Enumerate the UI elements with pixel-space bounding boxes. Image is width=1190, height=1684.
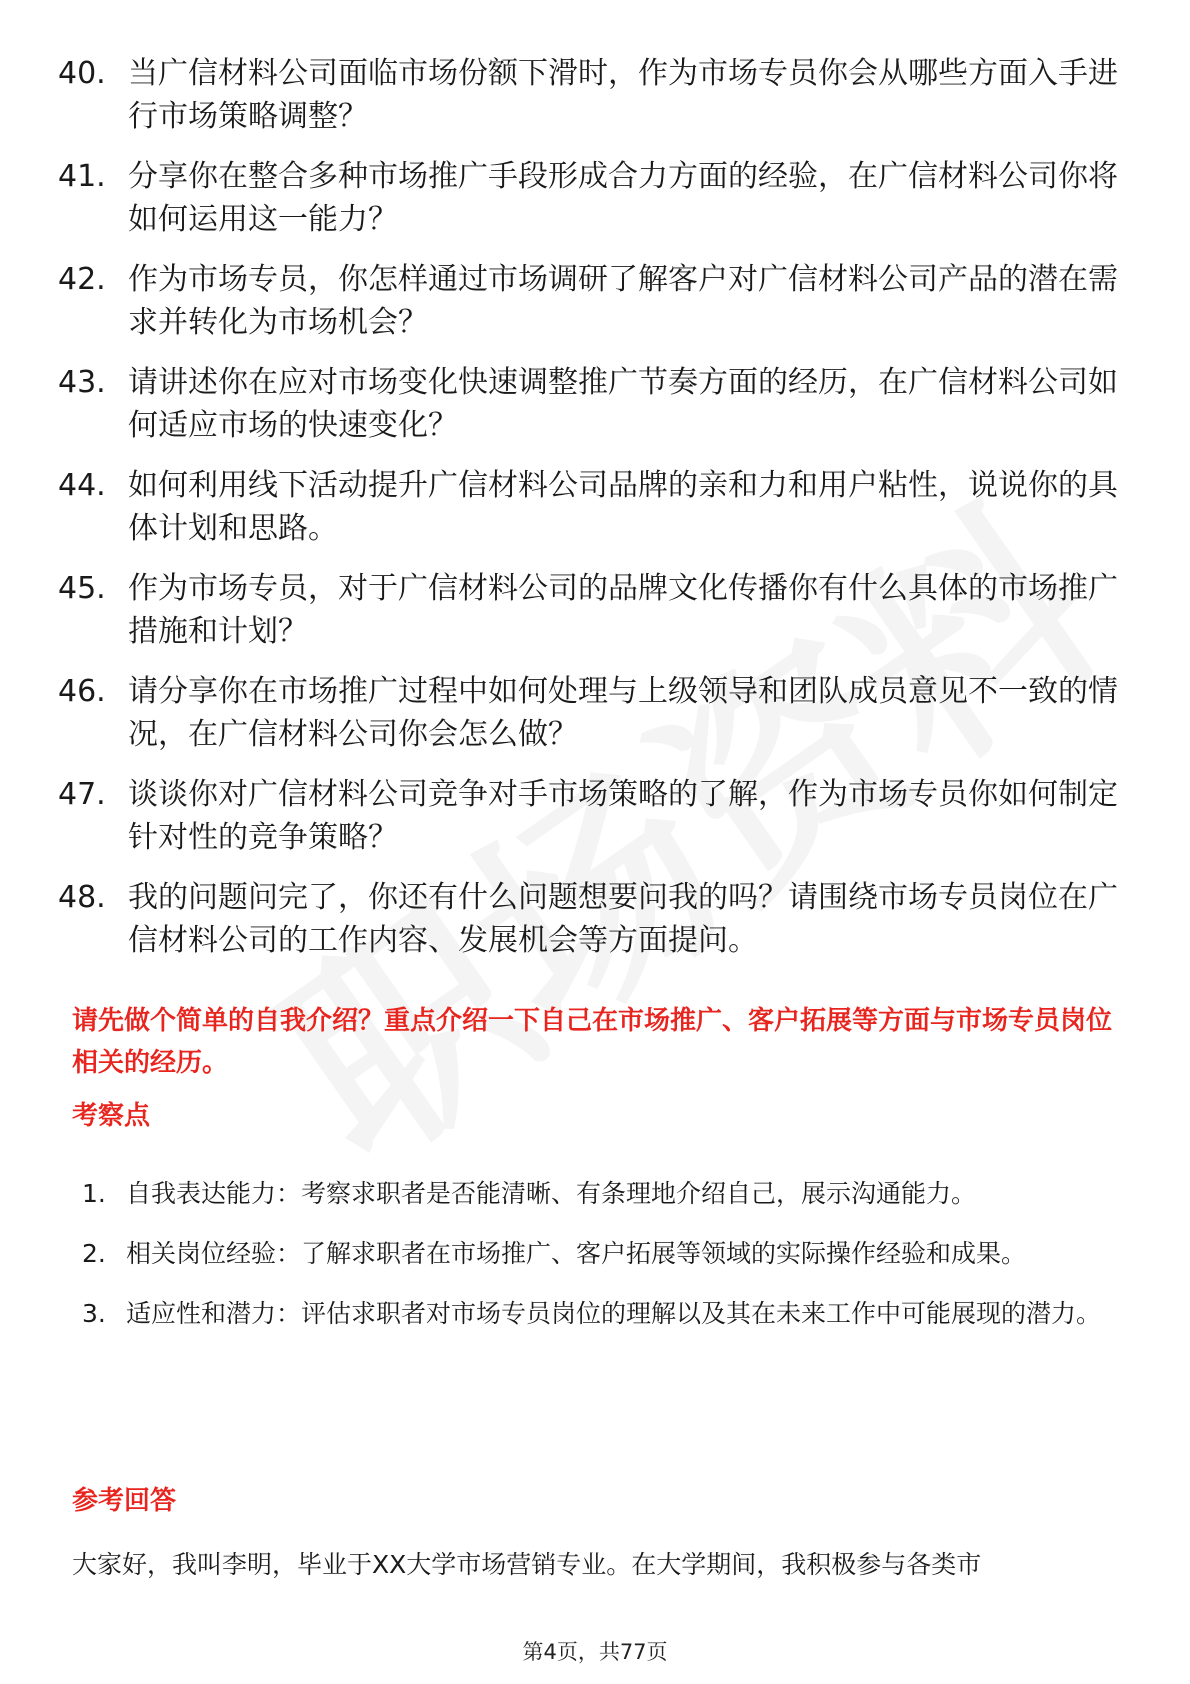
question-item xyxy=(58,773,1118,859)
question-number: 40. xyxy=(58,56,106,91)
question-item xyxy=(58,155,1118,241)
evaluation-point xyxy=(82,1285,1122,1343)
question-item xyxy=(58,876,1118,962)
question-item xyxy=(58,464,1118,550)
page-footer: 第4页，共77页 xyxy=(522,1640,668,1664)
question-text: 请分享你在市场推广过程中如何处理与上级领导和团队成员意见不一致的情况，在广信材料公司你会怎么做？ xyxy=(128,674,1118,752)
question-text: 谈谈你对广信材料公司竞争对手市场策略的了解，作为市场专员你如何制定针对性的竞争策略？ xyxy=(128,777,1118,855)
question-text: 作为市场专员，对于广信材料公司的品牌文化传播你有什么具体的市场推广措施和计划？ xyxy=(128,571,1118,649)
evaluation-point xyxy=(82,1225,1122,1283)
question-item xyxy=(58,258,1118,344)
point-text: 适应性和潜力：评估求职者对市场专员岗位的理解以及其在未来工作中可能展现的潜力。 xyxy=(126,1299,1102,1328)
question-number: 44. xyxy=(58,468,106,503)
question-text: 请讲述你在应对市场变化快速调整推广节奏方面的经历，在广信材料公司如何适应市场的快速变化？ xyxy=(128,365,1118,443)
highlight-question: 请先做个简单的自我介绍？重点介绍一下自己在市场推广、客户拓展等方面与市场专员岗位相关的经历。 xyxy=(72,1006,1113,1078)
question-number: 41. xyxy=(58,159,106,194)
question-number: 48. xyxy=(58,880,106,915)
point-number: 2. xyxy=(82,1239,106,1268)
point-text: 自我表达能力：考察求职者是否能清晰、有条理地介绍自己，展示沟通能力。 xyxy=(126,1179,977,1208)
question-text: 我的问题问完了，你还有什么问题想要问我的吗？请围绕市场专员岗位在广信材料公司的工作内容、发展机会等方面提问。 xyxy=(128,880,1118,958)
point-number: 3. xyxy=(82,1299,106,1328)
question-list xyxy=(58,52,1118,979)
evaluation-points-list xyxy=(82,1165,1122,1345)
point-text: 相关岗位经验：了解求职者在市场推广、客户拓展等领域的实际操作经验和成果。 xyxy=(126,1239,1027,1268)
section-heading-kaocha: 考察点 xyxy=(72,1101,151,1131)
evaluation-point xyxy=(82,1165,1122,1223)
question-number: 43. xyxy=(58,365,106,400)
question-number: 45. xyxy=(58,571,106,606)
question-text: 作为市场专员，你怎样通过市场调研了解客户对广信材料公司产品的潜在需求并转化为市场机会？ xyxy=(128,262,1118,340)
question-number: 42. xyxy=(58,262,106,297)
question-text: 当广信材料公司面临市场份额下滑时，作为市场专员你会从哪些方面入手进行市场策略调整？ xyxy=(128,56,1118,134)
question-number: 47. xyxy=(58,777,106,812)
answer-paragraph: 大家好，我叫李明，毕业于XX大学市场营销专业。在大学期间，我积极参与各类市 xyxy=(72,1550,982,1579)
section-heading-answer: 参考回答 xyxy=(72,1486,177,1516)
question-item xyxy=(58,361,1118,447)
question-text: 如何利用线下活动提升广信材料公司品牌的亲和力和用户粘性，说说你的具体计划和思路。 xyxy=(128,468,1118,546)
question-item xyxy=(58,52,1118,138)
question-item xyxy=(58,670,1118,756)
question-number: 46. xyxy=(58,674,106,709)
question-text: 分享你在整合多种市场推广手段形成合力方面的经验，在广信材料公司你将如何运用这一能力？ xyxy=(128,159,1118,237)
question-item xyxy=(58,567,1118,653)
point-number: 1. xyxy=(82,1179,106,1208)
